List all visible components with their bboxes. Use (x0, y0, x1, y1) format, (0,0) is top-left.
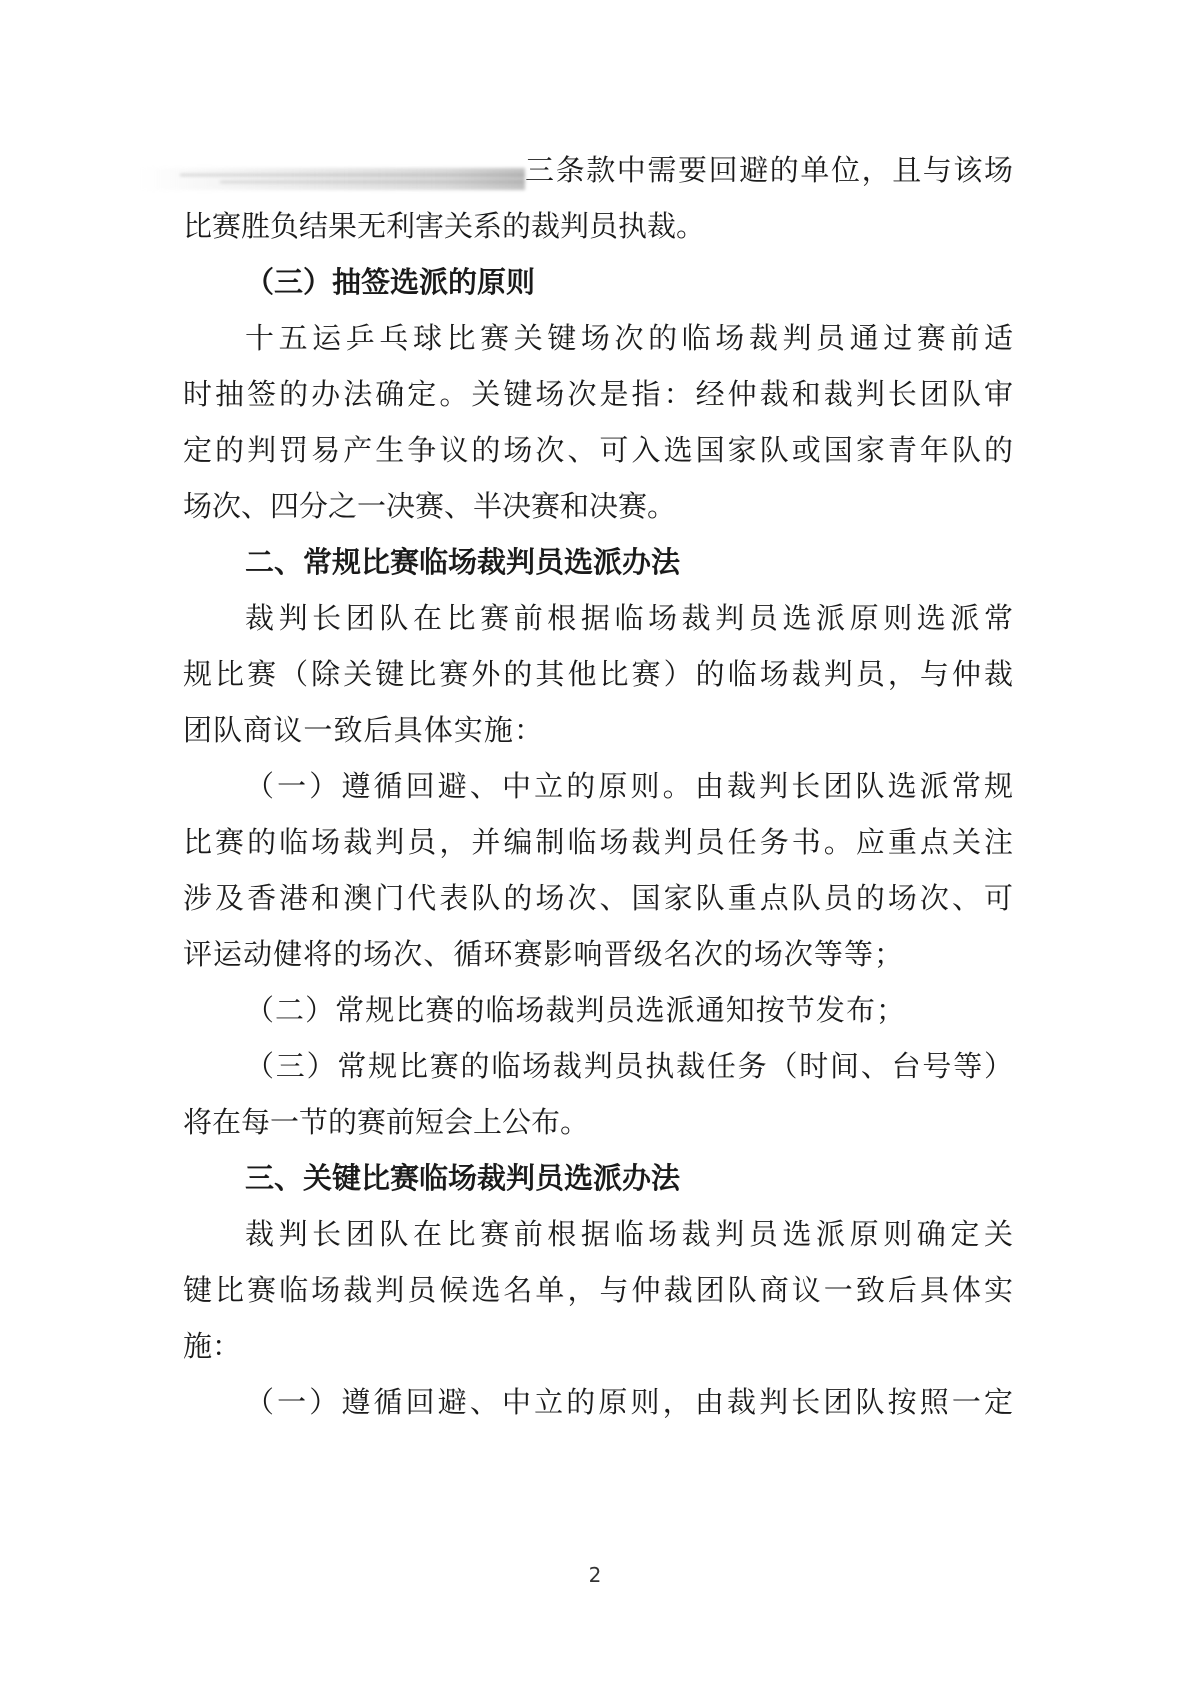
body-line: 团队商议一致后具体实施： (183, 713, 543, 747)
body-line: （一）遵循回避、中立的原则，由裁判长团队按照一定 (245, 1385, 1013, 1419)
body-line: 三条款中需要回避的单位，且与该场 (525, 153, 1013, 187)
body-line: 裁判长团队在比赛前根据临场裁判员选派原则确定关 (245, 1217, 1013, 1251)
redacted-text-blur (140, 168, 525, 190)
body-line: 定的判罚易产生争议的场次、可入选国家队或国家青年队的 (183, 433, 1013, 467)
body-line: 规比赛（除关键比赛外的其他比赛）的临场裁判员，与仲裁 (183, 657, 1013, 691)
body-line: （一）遵循回避、中立的原则。由裁判长团队选派常规 (245, 769, 1013, 803)
section-heading: 二、常规比赛临场裁判员选派办法 (245, 545, 681, 579)
body-line: 场次、四分之一决赛、半决赛和决赛。 (183, 489, 677, 523)
body-line: 施： (183, 1329, 242, 1363)
page-number: 2 (588, 1563, 602, 1587)
section-heading: 三、关键比赛临场裁判员选派办法 (245, 1161, 681, 1195)
body-line: 十五运乒乓球比赛关键场次的临场裁判员通过赛前适 (245, 321, 1013, 355)
body-line: 比赛胜负结果无利害关系的裁判员执裁。 (183, 209, 706, 243)
body-line: 时抽签的办法确定。关键场次是指：经仲裁和裁判长团队审 (183, 377, 1013, 411)
body-line: （二）常规比赛的临场裁判员选派通知按节发布； (245, 993, 905, 1027)
body-line: 裁判长团队在比赛前根据临场裁判员选派原则选派常 (245, 601, 1013, 635)
body-line: （三）常规比赛的临场裁判员执裁任务（时间、台号等） (245, 1049, 1013, 1083)
body-line: 键比赛临场裁判员候选名单，与仲裁团队商议一致后具体实 (183, 1273, 1013, 1307)
body-line: 涉及香港和澳门代表队的场次、国家队重点队员的场次、可 (183, 881, 1013, 915)
section-subheading: （三）抽签选派的原则 (245, 265, 536, 299)
body-line: 将在每一节的赛前短会上公布。 (183, 1105, 590, 1139)
body-line: 评运动健将的场次、循环赛影响晋级名次的场次等等； (183, 937, 903, 971)
body-line: 比赛的临场裁判员，并编制临场裁判员任务书。应重点关注 (183, 825, 1013, 859)
